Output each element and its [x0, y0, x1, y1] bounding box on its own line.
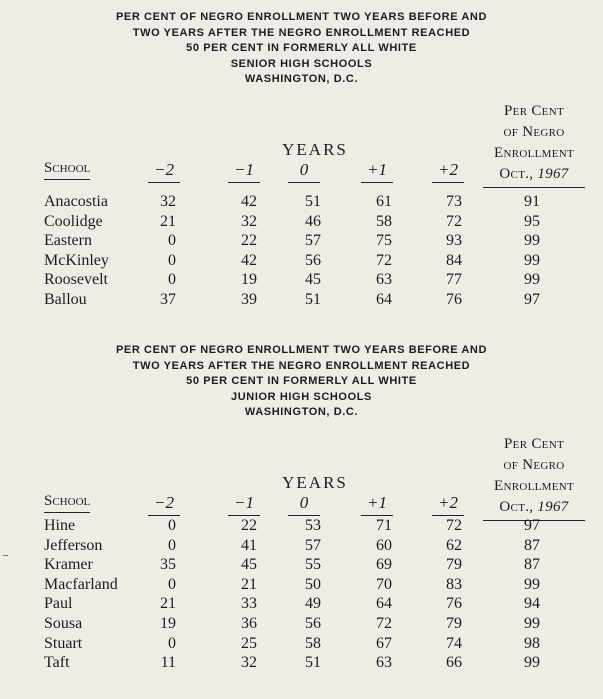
school-name: Anacostia	[44, 193, 108, 210]
year-value: 22	[241, 517, 257, 534]
table-row	[0, 536, 603, 556]
year-value: 56	[305, 251, 321, 269]
percent-header-line: of Negro	[503, 124, 565, 140]
percent-value: 99	[524, 654, 540, 672]
year-header: −1	[228, 493, 260, 516]
year-value: 75	[376, 232, 392, 250]
year-value: 0	[168, 517, 176, 534]
table-row	[0, 614, 603, 634]
percent-value: 94	[524, 595, 540, 613]
year-header: +2	[432, 493, 464, 516]
percent-value: 97	[524, 517, 540, 534]
year-value: 19	[160, 615, 176, 632]
year-value: 79	[446, 615, 462, 632]
year-value: 60	[376, 536, 392, 554]
year-value: 46	[305, 212, 321, 230]
percent-header-line: Enrollment	[494, 478, 574, 494]
school-name: Taft	[44, 654, 70, 672]
year-value: 58	[376, 212, 392, 230]
year-value: 33	[241, 595, 257, 613]
year-value: 35	[160, 556, 176, 574]
percent-value: 99	[524, 615, 540, 632]
school-name: Eastern	[44, 232, 92, 250]
year-value: 21	[160, 212, 176, 230]
percent-header-date	[481, 497, 587, 518]
year-value: 0	[168, 575, 176, 593]
year-header: +1	[361, 493, 393, 516]
percent-header-date	[481, 164, 587, 185]
school-name: Sousa	[44, 615, 83, 632]
year-value: 51	[305, 291, 321, 308]
year-value: 50	[305, 575, 321, 593]
year-value: 63	[376, 654, 392, 672]
date-prefix: Oct.,	[499, 166, 538, 182]
year-value: 64	[376, 291, 392, 308]
year-value: 0	[168, 271, 176, 289]
year-value: 25	[241, 634, 257, 652]
school-name: Ballou	[44, 291, 87, 308]
year-value: 58	[305, 634, 321, 652]
school-name: Hine	[44, 517, 76, 534]
school-name: Macfarland	[44, 575, 118, 593]
date-prefix: Oct.,	[499, 499, 538, 515]
table-row	[0, 634, 603, 654]
year-header: 0	[288, 160, 320, 183]
year-value: 42	[241, 251, 257, 269]
school-column-header: School	[44, 493, 90, 513]
year-value: 76	[446, 291, 462, 308]
year-value: 61	[376, 193, 392, 210]
year-header: +1	[361, 160, 393, 183]
table-row	[0, 516, 603, 536]
year-value: 57	[305, 536, 321, 554]
year-value: 21	[241, 575, 257, 593]
year-header: 0	[288, 493, 320, 516]
year-value: 0	[168, 634, 176, 652]
year-value: 21	[160, 595, 176, 613]
year-value: 19	[241, 271, 257, 289]
junior-high-table	[0, 333, 603, 673]
caption-line: TWO YEARS AFTER THE NEGRO ENROLLMENT REACHED	[132, 26, 471, 39]
percent-value: 95	[524, 212, 540, 230]
year-value: 76	[446, 595, 462, 613]
year-value: 77	[446, 271, 462, 289]
years-header: YEARS	[282, 140, 348, 159]
year-value: 63	[376, 271, 392, 289]
year-value: 73	[446, 193, 462, 210]
header-rule	[483, 187, 585, 188]
year-value: 93	[446, 232, 462, 250]
year-value: 37	[160, 291, 176, 308]
year-value: 72	[376, 251, 392, 269]
year-value: 51	[305, 654, 321, 672]
year-value: 64	[376, 595, 392, 613]
year-value: 83	[446, 575, 462, 593]
percent-header-line: of Negro	[503, 457, 565, 473]
year-value: 22	[241, 232, 257, 250]
year-value: 51	[305, 193, 321, 210]
year-header: −2	[148, 160, 180, 183]
caption-line: PER CENT OF NEGRO ENROLLMENT TWO YEARS BEFORE AND	[115, 344, 488, 356]
year-header: −2	[148, 493, 180, 516]
school-name: Paul	[44, 595, 73, 613]
percent-header	[481, 101, 587, 185]
caption-line: WASHINGTON, D.C.	[244, 406, 359, 418]
year-value: 69	[376, 556, 392, 574]
percent-value: 97	[524, 291, 540, 308]
year-value: 57	[305, 232, 321, 250]
percent-header-line: Enrollment	[494, 145, 574, 161]
percent-value: 98	[524, 634, 540, 652]
caption-line: WASHINGTON, D.C.	[244, 73, 359, 85]
year-value: 32	[241, 654, 257, 672]
year-value: 11	[160, 654, 176, 672]
school-name: Stuart	[44, 634, 83, 652]
year-value: 72	[446, 517, 462, 534]
year-header: −1	[228, 160, 260, 183]
table-row	[0, 192, 603, 212]
percent-value: 87	[524, 556, 540, 574]
percent-value: 99	[524, 232, 540, 250]
year-value: 84	[446, 251, 462, 269]
year-value: 72	[376, 615, 392, 632]
year-value: 41	[241, 536, 257, 554]
year-value: 42	[241, 193, 257, 210]
table-row	[0, 231, 603, 251]
percent-header-line: Per Cent	[504, 103, 564, 119]
table-row	[0, 555, 603, 575]
caption-line: SENIOR HIGH SCHOOLS	[230, 57, 373, 70]
year-value: 0	[168, 536, 176, 554]
percent-header-line: Per Cent	[504, 436, 564, 452]
year-value: 53	[305, 517, 321, 534]
caption-line: JUNIOR HIGH SCHOOLS	[231, 390, 372, 403]
table-caption	[0, 343, 603, 421]
year-value: 45	[305, 271, 321, 289]
year-value: 74	[446, 634, 462, 652]
caption-line: TWO YEARS AFTER THE NEGRO ENROLLMENT REACHED	[132, 359, 471, 372]
year-value: 62	[446, 536, 462, 554]
year-value: 36	[241, 615, 257, 632]
year-value: 70	[376, 575, 392, 593]
year-value: 32	[160, 193, 176, 210]
year-value: 56	[305, 615, 321, 632]
date-year: 1967	[537, 499, 569, 515]
date-year: 1967	[537, 166, 569, 182]
year-value: 67	[376, 634, 392, 652]
percent-value: 91	[524, 193, 540, 210]
school-name: Coolidge	[44, 212, 103, 230]
school-name: McKinley	[44, 251, 109, 269]
year-value: 79	[446, 556, 462, 574]
percent-value: 99	[524, 575, 540, 593]
year-value: 55	[305, 556, 321, 574]
table-row	[0, 251, 603, 271]
school-name: Roosevelt	[44, 271, 108, 289]
year-value: 0	[168, 232, 176, 250]
school-name: Jefferson	[44, 536, 103, 554]
percent-header	[481, 434, 587, 518]
school-column-header: School	[44, 160, 90, 180]
percent-value: 99	[524, 271, 540, 289]
year-header: +2	[432, 160, 464, 183]
year-value: 32	[241, 212, 257, 230]
caption-line: 50 PER CENT IN FORMERLY ALL WHITE	[186, 42, 417, 54]
table-row	[0, 575, 603, 595]
year-value: 0	[168, 251, 176, 269]
table-row	[0, 594, 603, 614]
caption-line: PER CENT OF NEGRO ENROLLMENT TWO YEARS BEFORE AND	[115, 11, 488, 23]
year-value: 66	[446, 654, 462, 672]
senior-high-table	[0, 0, 603, 340]
year-value: 49	[305, 595, 321, 613]
year-value: 71	[376, 517, 392, 534]
percent-value: 99	[524, 251, 540, 269]
caption-line: 50 PER CENT IN FORMERLY ALL WHITE	[186, 375, 417, 387]
table-row	[0, 290, 603, 310]
percent-value: 87	[524, 536, 540, 554]
years-header: YEARS	[282, 473, 348, 492]
year-value: 72	[446, 212, 462, 230]
table-row	[0, 270, 603, 290]
table-caption	[0, 10, 603, 88]
table-row	[0, 212, 603, 232]
year-value: 45	[241, 556, 257, 574]
school-name: Kramer	[44, 556, 93, 574]
table-row	[0, 653, 603, 673]
year-value: 39	[241, 291, 257, 308]
